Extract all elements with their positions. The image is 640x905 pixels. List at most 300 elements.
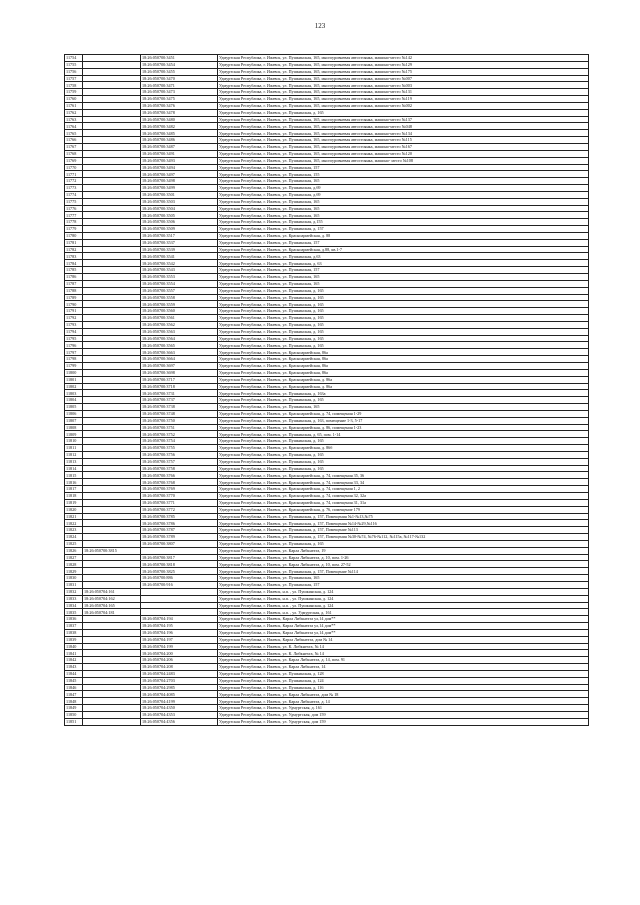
row-number-cell: 11780 (65, 232, 83, 239)
cadastral-number-cell: 18:26:050700:3476 (141, 102, 218, 109)
row-number-cell: 11798 (65, 356, 83, 363)
table-row (65, 602, 589, 609)
row-number-cell: 11826 (65, 547, 83, 554)
old-cadastral-number-cell (83, 219, 141, 226)
row-number-cell: 11788 (65, 287, 83, 294)
cadastral-number-cell: 18:26:050700:3750 (141, 417, 218, 424)
table-row (65, 267, 589, 274)
table-row (65, 185, 589, 192)
row-number-cell: 11808 (65, 424, 83, 431)
row-number-cell: 11823 (65, 527, 83, 534)
cadastral-number-cell: 18:26:050700:3748 (141, 410, 218, 417)
address-cell: Удмуртская Республика, г. Ижевск, ул. К. Либкнехта, № 14 (218, 643, 589, 650)
row-number-cell: 11840 (65, 643, 83, 650)
old-cadastral-number-cell (83, 465, 141, 472)
table-row (65, 390, 589, 397)
row-number-cell: 11835 (65, 609, 83, 616)
table-row (65, 431, 589, 438)
address-cell: Удмуртская Республика, г. Ижевск, ул. Пушкинская, д. 165 (218, 451, 589, 458)
address-cell: Удмуртская Республика, г. Ижевск, ул. Пушкинская, 165 (218, 274, 589, 281)
address-cell: Удмуртская Республика, г. Ижевск, ул. Пушкинская, 165, многоуровневая автостоянка, машино-место №129 (218, 61, 589, 68)
old-cadastral-number-cell (83, 493, 141, 500)
old-cadastral-number-cell (83, 212, 141, 219)
row-number-cell: 11843 (65, 664, 83, 671)
cadastral-number-cell: 18:26:050700:3497 (141, 171, 218, 178)
old-cadastral-number-cell (83, 629, 141, 636)
cadastral-number-cell: 18:26:050700:3807 (141, 540, 218, 547)
row-number-cell: 11849 (65, 705, 83, 712)
old-cadastral-number-cell (83, 705, 141, 712)
table-row (65, 527, 589, 534)
old-cadastral-number-cell (83, 61, 141, 68)
address-cell: Удмуртская Республика, г. Ижевск, ул. Красноармейская, д. 74, помещения 33, 34 (218, 479, 589, 486)
old-cadastral-number-cell (83, 718, 141, 725)
row-number-cell: 11815 (65, 472, 83, 479)
old-cadastral-number-cell (83, 191, 141, 198)
table-row (65, 664, 589, 671)
old-cadastral-number-cell (83, 280, 141, 287)
old-cadastral-number-cell (83, 287, 141, 294)
address-cell: Удмуртская Республика, г. Ижевск, ул. Красноармейская, д. 76, помещение 179 (218, 506, 589, 513)
cadastral-number-cell: 18:26:050700:3454 (141, 61, 218, 68)
row-number-cell: 11851 (65, 718, 83, 725)
table-row (65, 451, 589, 458)
old-cadastral-number-cell (83, 55, 141, 62)
address-cell: Удмуртская Республика, г. Ижевск, ул. Пушкинская, д.155 (218, 219, 589, 226)
address-cell: Удмуртская Республика, г. Ижевск, ул. Пушкинская, д. 165 (218, 294, 589, 301)
cadastral-number-cell: 18:26:050700:3554 (141, 280, 218, 287)
table-row (65, 629, 589, 636)
cadastral-number-cell: 18:26:050700:3718 (141, 383, 218, 390)
row-number-cell: 11809 (65, 431, 83, 438)
old-cadastral-number-cell (83, 198, 141, 205)
address-cell: Удмуртская Республика, г. Ижевск, ул. Пушкинская, д. 165 (218, 301, 589, 308)
cadastral-number-cell: 18:26:050700:3825 (141, 568, 218, 575)
row-number-cell: 11818 (65, 493, 83, 500)
row-number-cell: 11836 (65, 616, 83, 623)
address-cell: Удмуртская Республика, г. Ижевск, ул. Пушкинская, 157 (218, 581, 589, 588)
table-row (65, 260, 589, 267)
table-row (65, 609, 589, 616)
address-cell: Удмуртская Республика, г. Ижевск, ул. Пушкинская, д. 163а (218, 390, 589, 397)
row-number-cell: 11795 (65, 335, 83, 342)
cadastral-number-cell: 18:26:050700:3663 (141, 349, 218, 356)
row-number-cell: 11811 (65, 445, 83, 452)
table-row (65, 116, 589, 123)
address-cell: Удмуртская Республика, г. Ижевск, ул. Пушкинская, д.69 (218, 185, 589, 192)
row-number-cell: 11807 (65, 417, 83, 424)
cadastral-number-cell: 18:26:050700:3787 (141, 527, 218, 534)
address-cell: Удмуртская Республика, г. Ижевск, ул. Красноармейская, д. 74, помещения 1, 2 (218, 486, 589, 493)
address-cell: Удмуртская Республика, г. Ижевск, ул. Пушкинская, 165, многоуровневая автостоянка, машино-место №142 (218, 55, 589, 62)
old-cadastral-number-cell (83, 130, 141, 137)
row-number-cell: 11787 (65, 280, 83, 287)
address-cell: Удмуртская Республика, г. Ижевск, ул. Пушкинская, д. 165 (218, 397, 589, 404)
cadastral-number-cell: 18:26:050700:3455 (141, 68, 218, 75)
row-number-cell: 11819 (65, 499, 83, 506)
cadastral-number-cell: 18:26:050700:3698 (141, 369, 218, 376)
table-row (65, 643, 589, 650)
table-row (65, 581, 589, 588)
table-row (65, 356, 589, 363)
address-cell: Удмуртская Республика, г. Ижевск, ул. Пушкинская, д. 165 (218, 287, 589, 294)
old-cadastral-number-cell (83, 397, 141, 404)
old-cadastral-number-cell (83, 171, 141, 178)
row-number-cell: 11848 (65, 698, 83, 705)
row-number-cell: 11797 (65, 349, 83, 356)
old-cadastral-number-cell (83, 479, 141, 486)
table-row (65, 143, 589, 150)
table-row (65, 328, 589, 335)
row-number-cell: 11755 (65, 61, 83, 68)
address-cell: Удмуртская Республика, г. Ижевск, ул. Пушкинская, 165, многоуровневая автостоянка, машино-место №134 (218, 130, 589, 137)
old-cadastral-number-cell (83, 445, 141, 452)
cadastral-number-cell: 18:26:050700:3558 (141, 294, 218, 301)
table-row (65, 198, 589, 205)
address-cell: Удмуртская Республика, г. Ижевск, ул. Пушкинская, 165, многоуровневая автостоянка, машино-место №048 (218, 123, 589, 130)
row-number-cell: 11841 (65, 650, 83, 657)
address-cell: Удмуртская Республика, г. Ижевск, Карла Либкнехта, дом № 14 (218, 636, 589, 643)
cadastral-number-cell: 18:26:050700:3731 (141, 390, 218, 397)
table-row (65, 417, 589, 424)
table-row (65, 506, 589, 513)
table-row (65, 178, 589, 185)
cadastral-number-cell: 18:26:050700:3786 (141, 520, 218, 527)
address-cell: Удмуртская Республика, г. Ижевск, ул. Пушкинская, 165 (218, 280, 589, 287)
row-number-cell: 11774 (65, 191, 83, 198)
cadastral-number-cell: 18:26:050700:3560 (141, 308, 218, 315)
old-cadastral-number-cell (83, 185, 141, 192)
old-cadastral-number-cell (83, 540, 141, 547)
cadastral-number-cell: 18:26:050704:195 (141, 623, 218, 630)
table-row (65, 493, 589, 500)
table-row (65, 568, 589, 575)
address-cell: Удмуртская Республика, г. Ижевск, ул. Удмуртская, дом 159 (218, 712, 589, 719)
row-number-cell: 11792 (65, 315, 83, 322)
row-number-cell: 11846 (65, 684, 83, 691)
table-row (65, 150, 589, 157)
row-number-cell: 11805 (65, 404, 83, 411)
cadastral-number-cell: 18:26:050704:4085 (141, 691, 218, 698)
row-number-cell: 11786 (65, 274, 83, 281)
address-cell: Удмуртская Республика, г. Ижевск, ул. Пушкинская, 165, многоуровневая автостоянка, машино-место №175 (218, 68, 589, 75)
address-cell: Удмуртская Республика, г. Ижевск, ул. Красноармейская, д. 74, помещения 1-29 (218, 410, 589, 417)
address-cell: Удмуртская Республика, г. Ижевск, н.п. , ул. Удмуртская, д. 161 (218, 609, 589, 616)
row-number-cell: 11831 (65, 581, 83, 588)
row-number-cell: 11767 (65, 143, 83, 150)
cadastral-number-cell: 18:26:050700:3480 (141, 116, 218, 123)
old-cadastral-number-cell (83, 534, 141, 541)
old-cadastral-number-cell (83, 431, 141, 438)
address-cell: Удмуртская Республика, г. Ижевск, ул. Пушкинская, 157 (218, 239, 589, 246)
old-cadastral-number-cell (83, 650, 141, 657)
table-row (65, 294, 589, 301)
cadastral-number-cell: 18:26:050700:3562 (141, 321, 218, 328)
old-cadastral-number-cell (83, 102, 141, 109)
row-number-cell: 11796 (65, 342, 83, 349)
address-cell: Удмуртская Республика, г. Ижевск, ул. Пушкинская, д. 157, Помещения №30-№74, №76-№112, №115а, №117-№132 (218, 534, 589, 541)
table-row (65, 287, 589, 294)
cadastral-number-cell: 18:26:050700:3717 (141, 376, 218, 383)
old-cadastral-number-cell (83, 82, 141, 89)
old-cadastral-number-cell (83, 178, 141, 185)
table-row (65, 623, 589, 630)
row-number-cell: 11776 (65, 205, 83, 212)
cadastral-number-cell: 18:26:050704:2483 (141, 670, 218, 677)
old-cadastral-number-cell (83, 376, 141, 383)
table-row (65, 424, 589, 431)
table-row (65, 705, 589, 712)
table-row (65, 369, 589, 376)
old-cadastral-number-cell: 18:26:050700:3815 (83, 547, 141, 554)
cadastral-number-cell: 18:26:050704:4356 (141, 718, 218, 725)
cadastral-number-cell: 18:26:050700:3565 (141, 342, 218, 349)
row-number-cell: 11789 (65, 294, 83, 301)
row-number-cell: 11837 (65, 623, 83, 630)
table-row (65, 246, 589, 253)
table-row (65, 205, 589, 212)
row-number-cell: 11800 (65, 369, 83, 376)
address-cell: Удмуртская Республика, г. Ижевск, ул. Пушкинская, д. 63 (218, 260, 589, 267)
address-cell: Удмуртская Республика, г. Ижевск, ул. Красноармейская, д. 74, помещения 35, 36 (218, 472, 589, 479)
cadastral-number-cell: 18:26:050700:3506 (141, 219, 218, 226)
row-number-cell: 11838 (65, 629, 83, 636)
table-row (65, 588, 589, 595)
address-cell: Удмуртская Республика, г. Ижевск, ул. Удмуртская, д. 161 (218, 705, 589, 712)
address-cell: Удмуртская Республика, г. Ижевск, н.п. , ул. Пушкинская, д. 124 (218, 588, 589, 595)
cadastral-number-cell: 18:26:050700:3501 (141, 191, 218, 198)
address-cell: Удмуртская Республика, г. Ижевск, ул. Красноармейская, 86а (218, 356, 589, 363)
cadastral-number-cell: 18:26:050700:3768 (141, 479, 218, 486)
address-cell: Удмуртская Республика, г. Ижевск, Карла Либкнехта ул,14 дом** (218, 616, 589, 623)
row-number-cell: 11806 (65, 410, 83, 417)
old-cadastral-number-cell: 18:26:050704:165 (83, 602, 141, 609)
table-row (65, 362, 589, 369)
cadastral-number-cell: 18:26:050700:3789 (141, 534, 218, 541)
old-cadastral-number-cell (83, 356, 141, 363)
address-cell: Удмуртская Республика, г. Ижевск, ул. Карла Либкнехта, дом № 18 (218, 691, 589, 698)
cadastral-number-cell: 18:26:050700:3478 (141, 109, 218, 116)
cadastral-number-cell: 18:26:050700:3485 (141, 130, 218, 137)
table-row (65, 698, 589, 705)
cadastral-number-cell: 18:26:050700:3766 (141, 472, 218, 479)
address-cell: Удмуртская Республика, г. Ижевск, ул. Пушкинская, д. 165 (218, 335, 589, 342)
table-row (65, 650, 589, 657)
table-row (65, 616, 589, 623)
address-cell: Удмуртская Республика, г. Ижевск, ул. Пушкинская, 165 (218, 205, 589, 212)
old-cadastral-number-cell (83, 404, 141, 411)
table-row (65, 335, 589, 342)
row-number-cell: 11814 (65, 465, 83, 472)
row-number-cell: 11830 (65, 575, 83, 582)
old-cadastral-number-cell (83, 164, 141, 171)
old-cadastral-number-cell (83, 499, 141, 506)
cadastral-number-cell: 18:26:050700:3751 (141, 424, 218, 431)
row-number-cell: 11757 (65, 75, 83, 82)
address-cell: Удмуртская Республика, г. Ижевск, ул. Удмуртская, дом 159 (218, 718, 589, 725)
table-row (65, 636, 589, 643)
row-number-cell: 11817 (65, 486, 83, 493)
address-cell: Удмуртская Республика, г. Ижевск, ул. Пушкинская, 165 (218, 404, 589, 411)
table-row (65, 301, 589, 308)
old-cadastral-number-cell (83, 410, 141, 417)
table-row (65, 342, 589, 349)
cadastral-number-cell: 18:26:050700:3771 (141, 499, 218, 506)
table-row (65, 561, 589, 568)
address-cell: Удмуртская Республика, г. Ижевск, ул. Красноармейская, 86а (218, 362, 589, 369)
old-cadastral-number-cell (83, 349, 141, 356)
address-cell: Удмуртская Республика, г. Ижевск, ул. Красноармейская, д. 86а (218, 376, 589, 383)
address-cell: Удмуртская Республика, г. Ижевск, ул. Красноармейская, д. 74, помещения 32, 32а (218, 493, 589, 500)
address-cell: Удмуртская Республика, г. Ижевск, ул. Пушкинская, д. 165 (218, 458, 589, 465)
old-cadastral-number-cell (83, 321, 141, 328)
address-cell: Удмуртская Республика, г. Ижевск, ул. Красноармейская, д.88, кв.1-7 (218, 246, 589, 253)
old-cadastral-number-cell: 18:26:050704:161 (83, 588, 141, 595)
address-cell: Удмуртская Республика, г. Ижевск, ул. Красноармейская, д. 88 (218, 232, 589, 239)
table-row (65, 458, 589, 465)
cadastral-number-cell: 18:26:050700:3509 (141, 226, 218, 233)
row-number-cell: 11765 (65, 130, 83, 137)
row-number-cell: 11802 (65, 383, 83, 390)
cadastral-number-cell: 18:26:050704:208 (141, 664, 218, 671)
address-cell: Удмуртская Республика, г. Ижевск, ул. Пушкинская, д. 165 (218, 438, 589, 445)
row-number-cell: 11820 (65, 506, 83, 513)
old-cadastral-number-cell (83, 527, 141, 534)
old-cadastral-number-cell (83, 75, 141, 82)
old-cadastral-number-cell (83, 68, 141, 75)
address-cell: Удмуртская Республика, г. Ижевск, ул. Пушкинская, д. 165 (218, 109, 589, 116)
address-cell: Удмуртская Республика, г. Ижевск, Карла Либкнехта ул,14 дом** (218, 629, 589, 636)
old-cadastral-number-cell (83, 472, 141, 479)
cadastral-number-cell: 18:26:050700:3505 (141, 212, 218, 219)
cadastral-number-cell: 18:26:050700:3664 (141, 356, 218, 363)
old-cadastral-number-cell (83, 458, 141, 465)
cadastral-number-cell: 18:26:050700:3818 (141, 561, 218, 568)
cadastral-number-cell: 18:26:050700:3559 (141, 301, 218, 308)
cadastral-number-cell: 18:26:050700:3754 (141, 438, 218, 445)
address-cell: Удмуртская Республика, г. Ижевск, ул. Красноармейская, д. 86а (218, 383, 589, 390)
cadastral-number-cell: 18:26:050700:3553 (141, 274, 218, 281)
cadastral-number-cell: 18:26:050700:3756 (141, 451, 218, 458)
table-row (65, 465, 589, 472)
old-cadastral-number-cell (83, 513, 141, 520)
address-cell: Удмуртская Республика, г. Ижевск, ул. Пушкинская, 157 (218, 267, 589, 274)
table-row (65, 274, 589, 281)
row-number-cell: 11824 (65, 534, 83, 541)
cadastral-number-cell: 18:26:050700:3482 (141, 123, 218, 130)
cadastral-number-cell: 18:26:050700:3737 (141, 397, 218, 404)
old-cadastral-number-cell (83, 424, 141, 431)
cadastral-number-cell (141, 602, 218, 609)
cadastral-number-cell: 18:26:050700:3470 (141, 75, 218, 82)
old-cadastral-number-cell (83, 294, 141, 301)
table-row (65, 82, 589, 89)
table-row (65, 349, 589, 356)
old-cadastral-number-cell (83, 691, 141, 698)
row-number-cell: 11790 (65, 301, 83, 308)
cadastral-number-cell: 18:26:050700:3471 (141, 82, 218, 89)
cadastral-number-cell: 18:26:050700:3769 (141, 486, 218, 493)
cadastral-number-cell: 18:26:050704:206 (141, 657, 218, 664)
table-row (65, 376, 589, 383)
row-number-cell: 11832 (65, 588, 83, 595)
address-cell: Удмуртская Республика, г. Ижевск, ул. Пушкинская, 165, многоуровневая автостоянка, машино- место №108 (218, 157, 589, 164)
old-cadastral-number-cell (83, 109, 141, 116)
cadastral-number-cell: 18:26:050700:3564 (141, 335, 218, 342)
address-cell: Удмуртская Республика, г. Ижевск, ул. Карла Либкнехта, д. 10, пом. 1-26 (218, 554, 589, 561)
table-row (65, 575, 589, 582)
table-row (65, 404, 589, 411)
cadastral-number-cell: 18:26:050704:2985 (141, 684, 218, 691)
row-number-cell: 11769 (65, 157, 83, 164)
cadastral-number-cell: 18:26:050700:3541 (141, 253, 218, 260)
old-cadastral-number-cell (83, 239, 141, 246)
old-cadastral-number-cell (83, 301, 141, 308)
old-cadastral-number-cell (83, 274, 141, 281)
cadastral-number-cell: 18:26:050704:2703 (141, 677, 218, 684)
cadastral-number-cell: 18:26:050700:3486 (141, 137, 218, 144)
row-number-cell: 11785 (65, 267, 83, 274)
old-cadastral-number-cell (83, 677, 141, 684)
address-cell: Удмуртская Республика, г. Ижевск, ул. Красноармейская, 86а (218, 349, 589, 356)
table-row (65, 445, 589, 452)
table-row (65, 499, 589, 506)
cadastral-number-cell: 18:26:050700:3557 (141, 287, 218, 294)
address-cell: Удмуртская Республика, г. Ижевск, ул. Пушкинская, д. 165 (218, 328, 589, 335)
address-cell: Удмуртская Республика, г. Ижевск, ул. Карла Либкнехта, д. 14 (218, 698, 589, 705)
old-cadastral-number-cell (83, 89, 141, 96)
cadastral-number-cell: 18:26:050700:916 (141, 581, 218, 588)
row-number-cell: 11813 (65, 458, 83, 465)
cadastral-number-cell: 18:26:050700:3504 (141, 205, 218, 212)
table-row (65, 397, 589, 404)
address-cell: Удмуртская Республика, г. Ижевск, ул. Пушкинская, д. 157, Помещение №114 (218, 568, 589, 575)
old-cadastral-number-cell (83, 137, 141, 144)
table-row (65, 540, 589, 547)
old-cadastral-number-cell (83, 260, 141, 267)
table-row (65, 410, 589, 417)
old-cadastral-number-cell (83, 253, 141, 260)
table-row (65, 472, 589, 479)
row-number-cell: 11804 (65, 397, 83, 404)
row-number-cell: 11779 (65, 226, 83, 233)
table-row (65, 308, 589, 315)
cadastral-number-cell: 18:26:050700:3503 (141, 198, 218, 205)
cadastral-number-cell (141, 595, 218, 602)
row-number-cell: 11762 (65, 109, 83, 116)
row-number-cell: 11758 (65, 82, 83, 89)
table-row (65, 102, 589, 109)
old-cadastral-number-cell (83, 616, 141, 623)
cadastral-number-cell: 18:26:050700:3561 (141, 315, 218, 322)
table-row (65, 595, 589, 602)
address-cell: Удмуртская Республика, г. Ижевск, ул. Пушкинская, 165, многоуровневая автостоянка, машино-место №115 (218, 137, 589, 144)
old-cadastral-number-cell (83, 670, 141, 677)
old-cadastral-number-cell (83, 267, 141, 274)
address-cell: Удмуртская Республика, г. Ижевск, ул. Пушкинская, д.63 (218, 253, 589, 260)
table-row (65, 226, 589, 233)
cadastral-number-cell: 18:26:050700:3475 (141, 96, 218, 103)
cadastral-number-cell: 18:26:050704:200 (141, 650, 218, 657)
table-row (65, 670, 589, 677)
old-cadastral-number-cell (83, 664, 141, 671)
address-cell: Удмуртская Республика, г. Ижевск, ул. Пушкинская, 165, многоуровневая автостоянка, машино-место №137 (218, 116, 589, 123)
row-number-cell: 11803 (65, 390, 83, 397)
address-cell: Удмуртская Республика, г. Ижевск, ул. Пушкинская, д. 65, пом. 1-14 (218, 431, 589, 438)
cadastral-number-cell: 18:26:050700:3785 (141, 513, 218, 520)
address-cell: Удмуртская Республика, г. Ижевск, ул. Пушкинская, д.69 (218, 191, 589, 198)
row-number-cell: 11825 (65, 540, 83, 547)
